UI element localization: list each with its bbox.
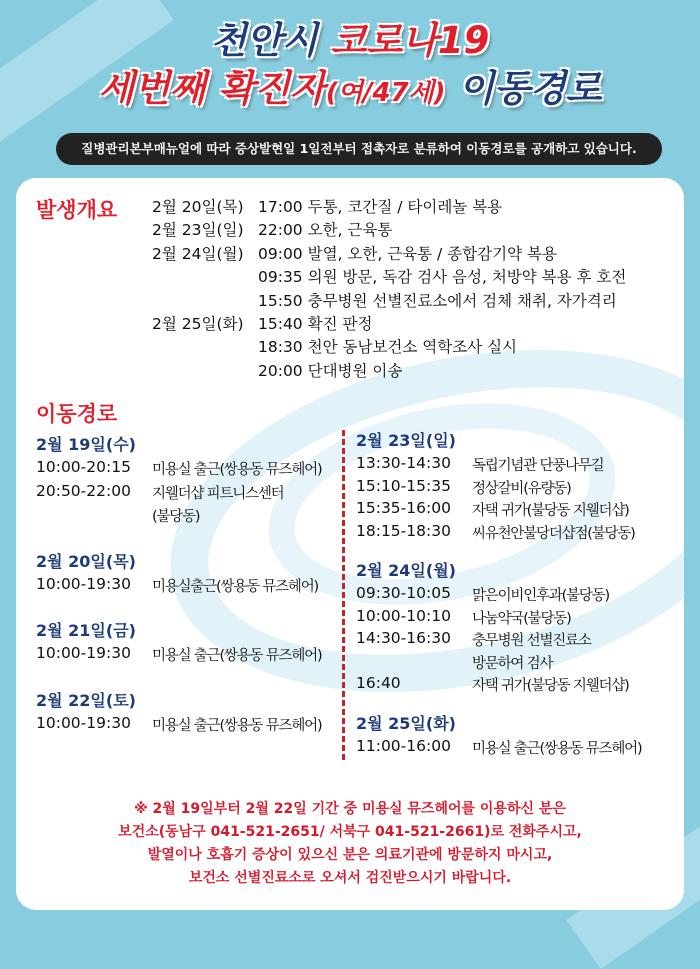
route-time: 09:30-10:05 (356, 584, 451, 602)
route-time: 10:00-19:30 (36, 713, 131, 732)
route-date-heading: 2월 25일(화) (356, 713, 456, 733)
route-date-heading: 2월 20일(목) (36, 551, 136, 571)
route-entry (356, 584, 676, 607)
route-entry (356, 674, 676, 697)
column-divider (342, 430, 345, 760)
route-date-heading: 2월 24일(월) (356, 561, 456, 580)
title-topic: 코로나19 (330, 19, 490, 62)
title-city: 천안시 (210, 19, 318, 62)
route-place: 미용실 출근(쌍용동 뮤즈헤어) (472, 740, 642, 757)
route-place: 맑은이비인후과(불당동) (472, 588, 609, 604)
title-main: 세번째 확진자 (98, 67, 326, 110)
footer-line: ※ 2월 19일부터 2월 22일 기간 중 미용실 뮤즈헤어를 이용하신 분은 (134, 801, 566, 817)
route-place-continued: (불당동) (152, 509, 200, 525)
overview-date: 2월 25일(화) (152, 314, 244, 333)
route-day-block (356, 428, 676, 544)
route-entry (356, 607, 676, 630)
route-time: 20:50-22:00 (36, 481, 131, 500)
overview-event: 09:00 발열, 오한, 근육통 / 종합감기약 복용 (258, 244, 557, 263)
route-time: 10:00-19:30 (36, 644, 131, 662)
title-tail: 이동경로 (458, 67, 602, 110)
route-entry (356, 737, 676, 760)
route-time: 15:35-16:00 (356, 499, 451, 517)
route-day-block (36, 549, 336, 599)
overview-event: 09:35 의원 방문, 독감 검사 음성, 처방약 복용 후 호전 (258, 268, 627, 287)
route-entry (36, 482, 336, 529)
route-place: 독립기념관 단풍나무길 (472, 458, 604, 474)
route-title: 이동경로 (36, 402, 118, 426)
overview-event: 15:50 충무병원 선별진료소에서 검체 채취, 자가격리 (258, 291, 617, 310)
route-place: 정상갈비(유량동) (472, 480, 571, 497)
route-time: 14:30-16:30 (356, 629, 451, 647)
route-day-block (356, 711, 676, 760)
route-date-heading: 2월 22일(토) (36, 690, 136, 710)
route-place: 미용실 출근(쌍용동 뮤즈헤어) (152, 648, 322, 664)
overview-event: 20:00 단대병원 이송 (258, 361, 403, 380)
route-entry (356, 454, 676, 477)
route-time: 11:00-16:00 (356, 736, 451, 755)
route-place: 지웰더샵 피트니스센터 (152, 485, 284, 502)
overview-event: 17:00 두통, 코간질 / 타이레놀 복용 (258, 198, 503, 216)
route-entry (36, 714, 336, 738)
page-title-line1 (0, 18, 700, 64)
route-place-continued: 방문하여 검사 (472, 655, 553, 672)
route-day-block (36, 432, 336, 529)
route-time: 10:00-10:10 (356, 606, 451, 625)
route-day-block (36, 618, 336, 668)
route-entry (356, 499, 676, 522)
overview-date: 2월 20일(목) (152, 198, 244, 216)
overview-event: 18:30 천안 동남보건소 역학조사 실시 (258, 338, 518, 357)
route-date-heading: 2월 19일(수) (36, 435, 136, 454)
page-title-line2 (0, 64, 700, 118)
route-place: 충무병원 선별진료소 (472, 633, 591, 649)
page-header (0, 18, 700, 118)
title-sub: (여/47세) (325, 78, 446, 108)
route-entry (356, 522, 676, 545)
route-place: 나눔약국(불당동) (472, 610, 571, 627)
route-place: 자택 귀가(불당동 지웰더샵) (472, 503, 629, 519)
overview-date: 2월 23일(일) (152, 221, 244, 240)
route-place: 미용실출근(쌍용동 뮤즈헤어) (152, 578, 319, 595)
route-place: 미용실 출근(쌍용동 뮤즈헤어) (152, 717, 322, 734)
route-time: 10:00-19:30 (36, 574, 131, 593)
route-right-column (356, 428, 676, 759)
route-entry (36, 458, 336, 482)
route-day-block (36, 688, 336, 738)
route-place: 자택 귀가(불당동 지웰더샵) (472, 678, 629, 694)
overview-date: 2월 24일(월) (152, 244, 244, 263)
route-entry (356, 629, 676, 674)
route-left-column (36, 432, 336, 737)
footer-line: 발열이나 호흡기 증상이 있으신 분은 의료기관에 방문하지 마시고, (147, 847, 553, 863)
overview-title: 발생개요 (36, 198, 118, 222)
route-time: 15:10-15:35 (356, 476, 451, 495)
route-time: 16:40 (356, 674, 401, 692)
footer-notice (16, 798, 684, 890)
notice-banner: 질병관리본부매뉴얼에 따라 증상발현일 1일전부터 접촉자로 분류하여 이동경로를 공개하고 있습니다. (56, 133, 662, 165)
footer-line: 보건소(동남구 041-521-2651/ 서북구 041-521-2661)로 전화주시고, (118, 824, 582, 840)
route-time: 13:30-14:30 (356, 454, 451, 472)
route-time: 18:15-18:30 (356, 521, 451, 540)
overview-event: 22:00 오한, 근육통 (258, 221, 393, 240)
route-entry (36, 644, 336, 668)
route-place: 씨유천안불당더샵점(불당동) (472, 525, 635, 542)
route-entry (356, 477, 676, 500)
route-date-heading: 2월 23일(일) (356, 431, 456, 450)
route-date-heading: 2월 21일(금) (36, 621, 136, 640)
route-entry (36, 575, 336, 599)
route-place: 미용실 출근(쌍용동 뮤즈헤어) (152, 462, 322, 478)
route-day-block (356, 558, 676, 697)
footer-line: 보건소 선별진료소로 오셔서 검진받으시기 바랍니다. (188, 870, 512, 886)
overview-event: 15:40 확진 판정 (258, 314, 373, 333)
route-time: 10:00-20:15 (36, 458, 131, 476)
